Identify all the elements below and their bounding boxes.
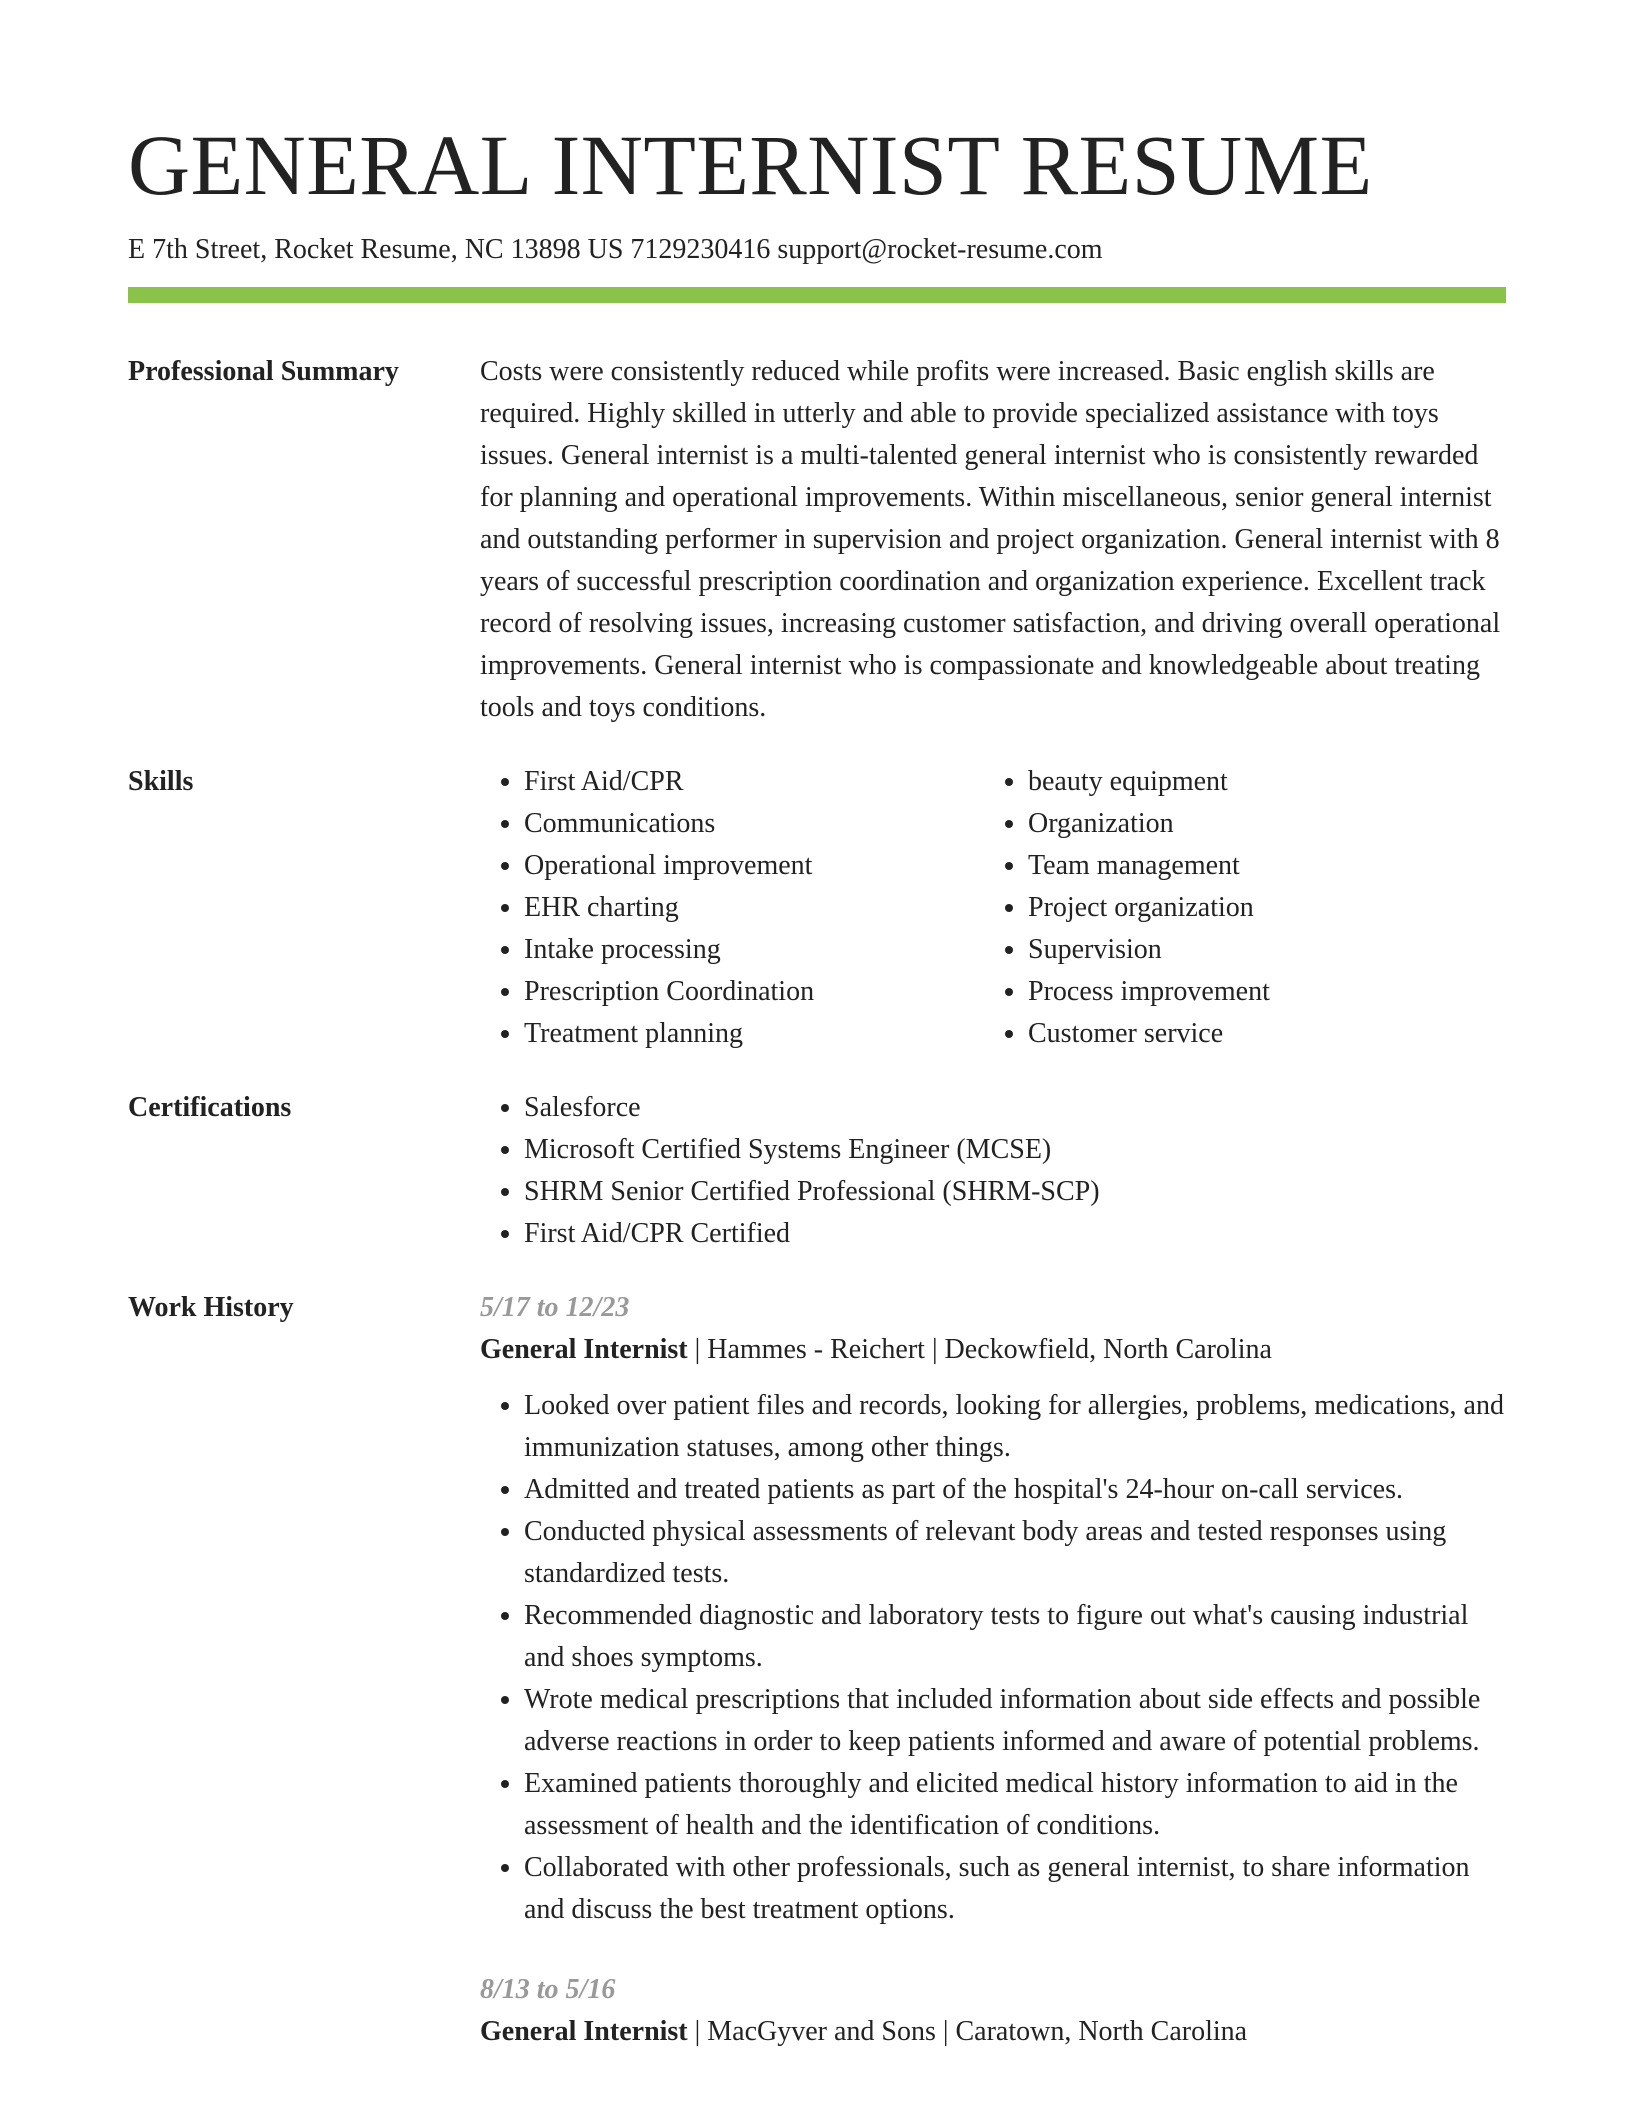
skills-grid — [480, 761, 1506, 1055]
job-dates: 8/13 to 5/16 — [480, 1973, 616, 2005]
skills-column-left — [480, 761, 984, 1055]
section-label: Work History — [128, 1291, 294, 1323]
skill-item: • Project organization — [1028, 887, 1488, 929]
job-details: | MacGyver and Sons | Caratown, North Carolina — [687, 2015, 1248, 2047]
certifications-list — [480, 1087, 1506, 1255]
certification-item: • Salesforce — [524, 1087, 1506, 1129]
skill-item: • Organization — [1028, 803, 1488, 845]
certification-item: • Microsoft Certified Systems Engineer (MCSE) — [524, 1129, 1506, 1171]
job-title: General Internist — [480, 2015, 688, 2047]
section-body — [480, 761, 1506, 1055]
section-label: Skills — [128, 765, 194, 797]
section-work-history — [128, 1287, 1506, 2091]
contact-line: E 7th Street, Rocket Resume, NC 13898 US 7129230416 support@rocket-resume.com — [128, 234, 1103, 266]
job-bullet: • Conducted physical assessments of relevant body areas and tested responses using standardized tests. — [524, 1511, 1506, 1595]
job-bullet: • Recommended diagnostic and laboratory tests to figure out what's causing industrial and shoes symptoms. — [524, 1595, 1506, 1679]
job-dates: 5/17 to 12/23 — [480, 1291, 630, 1323]
resume-title: GENERAL INTERNIST RESUME — [128, 117, 1373, 213]
section-label: Professional Summary — [128, 355, 399, 387]
job-entry — [480, 1287, 1506, 1931]
resume-page — [128, 117, 1506, 2123]
job-heading — [480, 2011, 1506, 2053]
section-certifications — [128, 1087, 1506, 1255]
skill-item: • Prescription Coordination — [524, 971, 984, 1013]
section-skills — [128, 761, 1506, 1055]
job-bullets — [480, 1385, 1506, 1931]
job-entry — [480, 1969, 1506, 2053]
certification-item: • First Aid/CPR Certified — [524, 1213, 1506, 1255]
skill-item: • Operational improvement — [524, 845, 984, 887]
job-bullet: • Looked over patient files and records, looking for allergies, problems, medications, and immunization statuses, among other things. — [524, 1385, 1506, 1469]
skill-item: • Communications — [524, 803, 984, 845]
job-heading — [480, 1329, 1506, 1371]
summary-text: Costs were consistently reduced while profits were increased. Basic english skills are required. Highly skilled in utterly and able to provide specialized assistance with toys issues. General internist is a multi-talented general internist who is consistently rewarded for planning and operational improvements. Within miscellaneous, senior general internist and outstanding performer in supervision and project organization. General internist with 8 years of successful prescription coordination and organization experience. Excellent track record of resolving issues, increasing customer satisfaction, and driving overall operational improvements. General internist who is compassionate and knowledgeable about treating tools and toys conditions. — [480, 355, 1501, 723]
skills-list-right — [984, 761, 1488, 1055]
skill-item: • Team management — [1028, 845, 1488, 887]
skill-item: • Intake processing — [524, 929, 984, 971]
skill-item: • Customer service — [1028, 1013, 1488, 1055]
skill-item: • Process improvement — [1028, 971, 1488, 1013]
job-bullet: • Examined patients thoroughly and elicited medical history information to aid in the assessment of health and the identification of conditions. — [524, 1763, 1506, 1847]
skill-item: • EHR charting — [524, 887, 984, 929]
section-label: Certifications — [128, 1091, 292, 1123]
skills-column-right — [984, 761, 1488, 1055]
accent-divider — [128, 287, 1506, 303]
skills-list-left — [480, 761, 984, 1055]
job-bullet: • Collaborated with other professionals, such as general internist, to share information and discuss the best treatment options. — [524, 1847, 1506, 1931]
section-professional-summary — [128, 351, 1506, 729]
skill-item: • Treatment planning — [524, 1013, 984, 1055]
job-bullet: • Wrote medical prescriptions that included information about side effects and possible adverse reactions in order to keep patients informed and aware of potential problems. — [524, 1679, 1506, 1763]
skill-item: • beauty equipment — [1028, 761, 1488, 803]
skill-item: • Supervision — [1028, 929, 1488, 971]
section-body — [480, 351, 1506, 729]
certification-item: • SHRM Senior Certified Professional (SHRM-SCP) — [524, 1171, 1506, 1213]
section-body — [480, 1287, 1506, 2091]
section-body — [480, 1087, 1506, 1255]
job-bullet: • Admitted and treated patients as part of the hospital's 24-hour on-call services. — [524, 1469, 1506, 1511]
skill-item: • First Aid/CPR — [524, 761, 984, 803]
job-details: | Hammes - Reichert | Deckowfield, North Carolina — [687, 1333, 1272, 1365]
job-title: General Internist — [480, 1333, 688, 1365]
